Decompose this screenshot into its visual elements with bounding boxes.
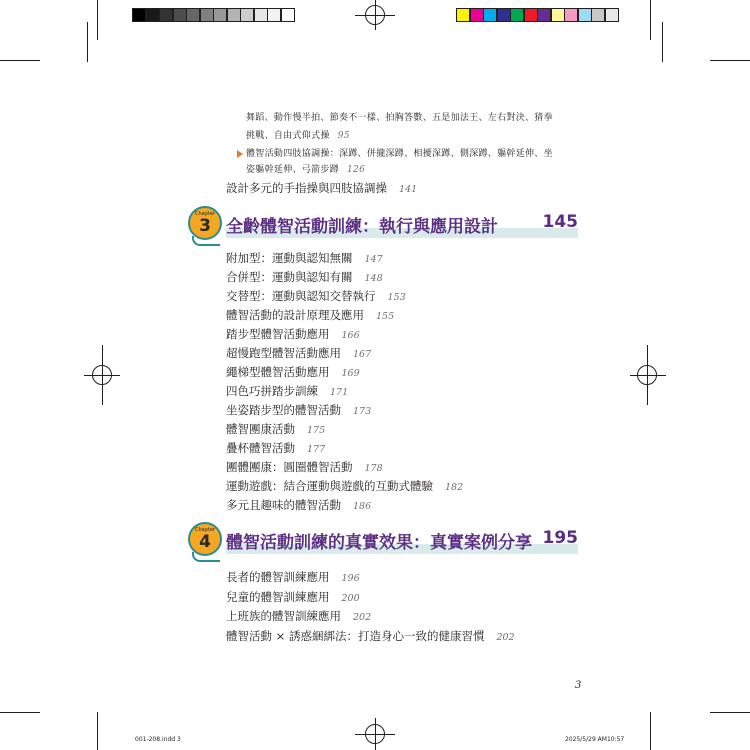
chapter-page-number: 195: [542, 528, 578, 548]
footer-timestamp: 2025/5/29 AM10:57: [565, 736, 625, 743]
toc-subentry: 姿軀幹延伸、弓箭步蹲 126: [246, 165, 366, 175]
color-swatch: [564, 8, 578, 22]
toc-entry-title: 繩梯型體智活動應用: [226, 365, 330, 379]
page-number: 173: [353, 406, 372, 417]
page-number: 166: [341, 330, 360, 341]
toc-entry: [226, 569, 360, 587]
gray-swatch: [240, 8, 254, 22]
toc-entry: [226, 364, 360, 382]
page-number: 175: [307, 425, 326, 436]
toc-entry: [226, 269, 383, 287]
gray-swatch: [146, 8, 160, 22]
toc-entry: [226, 497, 371, 515]
chapter-badge: Chapter 4: [188, 522, 222, 556]
color-swatch: [524, 8, 538, 22]
gray-swatch: [213, 8, 227, 22]
page-number: 202: [496, 631, 515, 643]
page-number: 186: [353, 501, 372, 512]
page-number: 95: [337, 131, 350, 141]
gray-swatch: [159, 8, 173, 22]
toc-entry-title: 運動遊戲：結合運動與遊戲的互動式體驗: [226, 479, 433, 493]
toc-subentry: 挑戰、自由式仰式操 95: [246, 131, 350, 141]
gray-swatch: [186, 8, 200, 22]
toc-entry: [226, 250, 383, 268]
page-number: 155: [376, 311, 395, 322]
toc-entry-title: 上班族的體智訓練應用: [226, 609, 341, 623]
toc-entry-title: 體智活動的設計原理及應用: [226, 308, 364, 322]
toc-entry-title: 兒童的體智訓練應用: [226, 589, 330, 604]
page-folio: 3: [575, 680, 582, 691]
chapter-heading: [188, 522, 578, 562]
toc-entry-title: 交替型：運動與認知交替執行: [226, 289, 376, 303]
toc-entry-title: 長者的體智訓練應用: [226, 570, 330, 584]
toc-entry-title: 合併型：運動與認知有關: [226, 270, 353, 284]
toc-entry: [226, 628, 515, 646]
color-swatch: [605, 8, 619, 22]
page-number: 147: [364, 254, 383, 265]
color-swatch: [537, 8, 551, 22]
toc-entry: [226, 402, 371, 420]
color-swatch: [591, 8, 605, 22]
toc-entry-title: 附加型：運動與認知無關: [226, 251, 353, 265]
page-number: 171: [330, 387, 349, 398]
toc-entry: [226, 608, 371, 626]
toc-entry-title: 疊杯體智活動: [226, 441, 295, 455]
toc-entry: 設計多元的手指操與四肢協調操 141: [226, 181, 418, 195]
toc-entry: [226, 459, 383, 477]
gray-swatch: [267, 8, 281, 22]
page-number: 178: [364, 463, 383, 474]
gray-swatch: [200, 8, 214, 22]
color-swatch: [497, 8, 511, 22]
page-number: 141: [399, 184, 418, 195]
gray-swatch: [227, 8, 241, 22]
gray-swatch: [173, 8, 187, 22]
toc-entry: [226, 345, 371, 363]
head-outline-icon: [192, 236, 220, 246]
toc-entry-title: 踏步型體智活動應用: [226, 327, 330, 341]
chapter-title: 全齡體智活動訓練：執行與應用設計: [226, 217, 498, 237]
toc-entry: [226, 326, 360, 344]
toc-entry-title: 多元且趣味的體智活動: [226, 498, 341, 512]
toc-entry-title: 體智活動 × 誘惑綑綁法：打造身心一致的健康習慣: [226, 628, 485, 643]
page-number: 196: [341, 573, 360, 584]
chapter-title: 體智活動訓練的真實效果：真實案例分享: [226, 533, 532, 553]
page-number: 177: [307, 444, 326, 455]
toc-entry: [226, 288, 406, 306]
toc-entry: [226, 383, 348, 401]
toc-entry: [226, 589, 360, 607]
toc-entry: [226, 440, 325, 458]
gray-swatch: [254, 8, 268, 22]
color-swatch: [510, 8, 524, 22]
page-number: 153: [387, 292, 406, 303]
page-number: 169: [341, 368, 360, 379]
color-swatch: [483, 8, 497, 22]
page-number: 202: [353, 612, 372, 623]
toc-entry-title: 坐姿踏步型的體智活動: [226, 403, 341, 417]
gray-swatch: [132, 8, 146, 22]
chapter-badge: Chapter 3: [188, 206, 222, 240]
gray-swatch: [281, 8, 295, 22]
color-swatch: [456, 8, 470, 22]
toc-entry: [226, 478, 463, 496]
page-number: 167: [353, 349, 372, 360]
color-swatch: [551, 8, 565, 22]
color-swatch: [470, 8, 484, 22]
head-outline-icon: [192, 552, 220, 562]
chapter-page-number: 145: [542, 212, 578, 232]
toc-entry-title: 超慢跑型體智活動應用: [226, 346, 341, 360]
toc-subentry: 舞蹈、動作慢半拍、節奏不一樣、拍胸答數、五是加法王、左右對決、猜拳: [246, 113, 553, 123]
toc-entry-title: 體智團康活動: [226, 422, 295, 436]
toc-entry-title: 團體團康：圓圈體智活動: [226, 460, 353, 474]
triangle-bullet-icon: [237, 150, 243, 158]
page-number: 148: [364, 273, 383, 284]
toc-entry: [226, 421, 325, 439]
chapter-heading: [188, 206, 578, 246]
page-number: 126: [347, 165, 366, 175]
color-swatch: [578, 8, 592, 22]
page-number: 200: [341, 592, 360, 604]
toc-subentry: 體智活動四肢協調操：深蹲、併攏深蹲、相擾深蹲、側深蹲、軀幹延伸、坐: [246, 149, 553, 159]
toc-entry: [226, 307, 394, 325]
page-number: 182: [445, 482, 464, 493]
toc-entry-title: 四色巧拼踏步訓練: [226, 384, 318, 398]
footer-file-name: 001-208.indd 3: [135, 736, 181, 743]
